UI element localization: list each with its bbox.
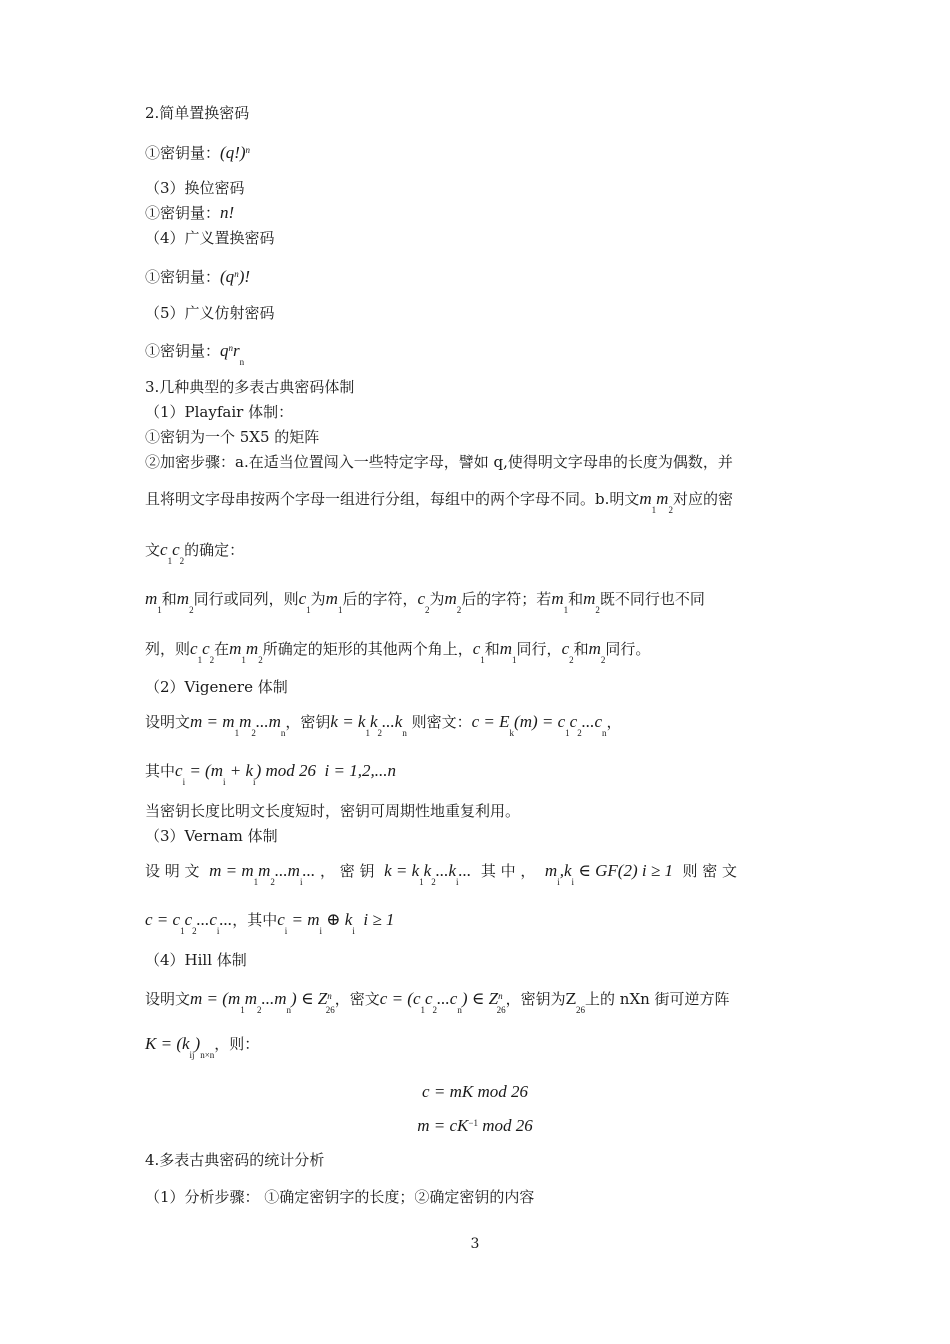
paragraph	[145, 761, 396, 792]
formula: $c_1$	[472, 639, 485, 665]
text: 和	[484, 640, 500, 658]
text: 对应的密	[672, 490, 733, 508]
subsection-heading-vernam: （3）Vernam 体制	[145, 827, 278, 845]
formula: $c = E_k(m) = c_1c_2...c_n$	[471, 712, 607, 738]
formula: $m_1$	[499, 639, 517, 665]
formula: $m = (m_1m_2...m_n)$ ∈ $Z^n_{26}$	[190, 989, 335, 1015]
paragraph: 设明文$m = m_1m_2...m_n$，密钥$k = k_1k_2...k_n$ 则密文：$c = E_k(m) = c_1c_2...c_n$，	[145, 712, 622, 738]
text: 列，则	[145, 640, 191, 658]
text: 后的字符；若	[461, 590, 552, 608]
text: ，则：	[214, 1035, 260, 1053]
text: 且将明文字母串按两个字母一组进行分组，每组中的两个字母不同。b.明文	[145, 490, 640, 508]
formula: $m_1$	[551, 589, 569, 615]
text: 同行或同列，则	[193, 590, 299, 608]
formula-encrypt: c = mK mod 26	[422, 1082, 528, 1101]
text: 和	[568, 590, 584, 608]
text: ，其中	[232, 911, 278, 929]
formula: $c_i = (m_i + k_i)$ mod 26 i = 1,2,...n	[175, 761, 396, 787]
keyspace-line	[145, 140, 250, 163]
text: 在	[214, 640, 230, 658]
text: 文	[145, 541, 161, 559]
formula: $c = c_1c_2...c_i$...	[145, 910, 233, 936]
formula: $m_i,k_i$ ∈ GF(2) i ≥ 1	[544, 861, 673, 887]
formula: $c_1c_2$	[160, 540, 185, 566]
subsection-heading-transposition: （3）换位密码	[145, 179, 245, 197]
text: 则 密 文	[682, 862, 738, 880]
paragraph	[145, 489, 733, 520]
formula: $q^nr_n$	[220, 341, 245, 367]
keyspace-label: ①密钥量：	[145, 204, 221, 222]
text: 设明文	[145, 990, 191, 1008]
text: 则密文：	[411, 713, 472, 731]
text: 后的字符，	[342, 590, 418, 608]
paragraph: 当密钥长度比明文长度短时，密钥可周期性地重复利用。	[145, 802, 521, 820]
formula: $(q^n)$!	[220, 267, 251, 286]
formula: $(q!)^n$	[220, 143, 251, 162]
page-number: 3	[470, 1236, 480, 1252]
text: ，密文	[334, 990, 380, 1008]
formula-decrypt: $m = cK^{-1}$ mod 26	[417, 1116, 533, 1135]
formula: $Z_{26}$	[565, 990, 586, 1015]
formula: $m_2$	[176, 589, 194, 615]
formula: $m = m_1m_2...m_i$...	[209, 861, 316, 887]
paragraph: ②加密步骤：a.在适当位置闯入一些特定字母，譬如 q,使得明文字母串的长度为偶数，并	[145, 453, 733, 471]
text: ， 密 钥	[320, 862, 375, 880]
formula: $m_1$	[145, 589, 162, 615]
subsection-heading-playfair: （1）Playfair 体制：	[145, 403, 294, 421]
section-heading-polyalphabetic: 3.几种典型的多表古典密码体制	[145, 378, 355, 396]
section-heading-simple-substitution: 2.简单置换密码	[145, 104, 250, 122]
text: 设 明 文	[145, 862, 200, 880]
formula: $m = m_1m_2...m_n$	[190, 712, 286, 738]
text: 上的 nXn 街可逆方阵	[585, 990, 730, 1008]
text: 所确定的矩形的其他两个角上，	[262, 640, 473, 658]
section-heading-statistical-analysis: 4.多表古典密码的统计分析	[145, 1151, 325, 1169]
paragraph	[145, 1034, 259, 1065]
keyspace-line	[145, 264, 250, 287]
formula: $c_2$	[561, 639, 574, 665]
paragraph	[145, 910, 394, 941]
text: 为	[310, 590, 326, 608]
paragraph	[145, 589, 705, 620]
formula: $m_2$	[588, 639, 606, 665]
text: 同行。	[605, 640, 651, 658]
formula: $c = (c_1c_2...c_n)$ ∈ $Z^n_{26}$	[379, 989, 506, 1015]
paragraph: ①密钥为一个 5X5 的矩阵	[145, 428, 320, 446]
formula: $m_2$	[583, 589, 600, 615]
text: 和	[573, 640, 589, 658]
text: 的确定：	[184, 541, 245, 559]
text: 设明文	[145, 713, 191, 731]
formula: $c_i = m_i$ ⊕ $k_i$ i ≥ 1	[277, 910, 395, 936]
formula: $m_1m_2$	[229, 639, 263, 665]
subsection-heading-vigenere: （2）Vigenere 体制	[145, 678, 288, 696]
formula: $c_1c_2$	[190, 639, 215, 665]
keyspace-label: ①密钥量：	[145, 268, 221, 286]
formula: n!	[220, 203, 235, 222]
formula: $m_1$	[325, 589, 343, 615]
keyspace-label: ①密钥量：	[145, 342, 221, 360]
subsection-heading-hill: （4）Hill 体制	[145, 951, 247, 969]
text: 其 中 ，	[480, 862, 536, 880]
keyspace-line	[145, 338, 244, 372]
keyspace-line	[145, 203, 234, 223]
formula: $k = k_1k_2...k_i$...	[384, 861, 472, 887]
paragraph	[145, 540, 244, 571]
text: 为	[429, 590, 445, 608]
paragraph	[145, 861, 737, 892]
text: 和	[161, 590, 177, 608]
formula: $k = k_1k_2...k_n$	[330, 712, 407, 738]
formula: $c_2$	[417, 589, 430, 615]
formula: $m_1m_2$	[639, 489, 673, 515]
formula: $K = (k_{ij})_{n\times n}$	[145, 1034, 215, 1060]
text: ，密钥为	[505, 990, 566, 1008]
text: 既不同行也不同	[599, 590, 705, 608]
text: ，密钥	[285, 713, 331, 731]
paragraph: （1）分析步骤： ①确定密钥字的长度；②确定密钥的内容	[145, 1188, 535, 1206]
paragraph	[145, 986, 730, 1020]
formula: $c_1$	[298, 589, 311, 615]
text: 其中	[145, 762, 176, 780]
keyspace-label: ①密钥量：	[145, 144, 221, 162]
formula: $m_2$	[444, 589, 462, 615]
subsection-heading-general-substitution: （4）广义置换密码	[145, 229, 275, 247]
paragraph	[145, 639, 650, 670]
subsection-heading-general-affine: （5）广义仿射密码	[145, 304, 275, 322]
text: 同行，	[516, 640, 562, 658]
